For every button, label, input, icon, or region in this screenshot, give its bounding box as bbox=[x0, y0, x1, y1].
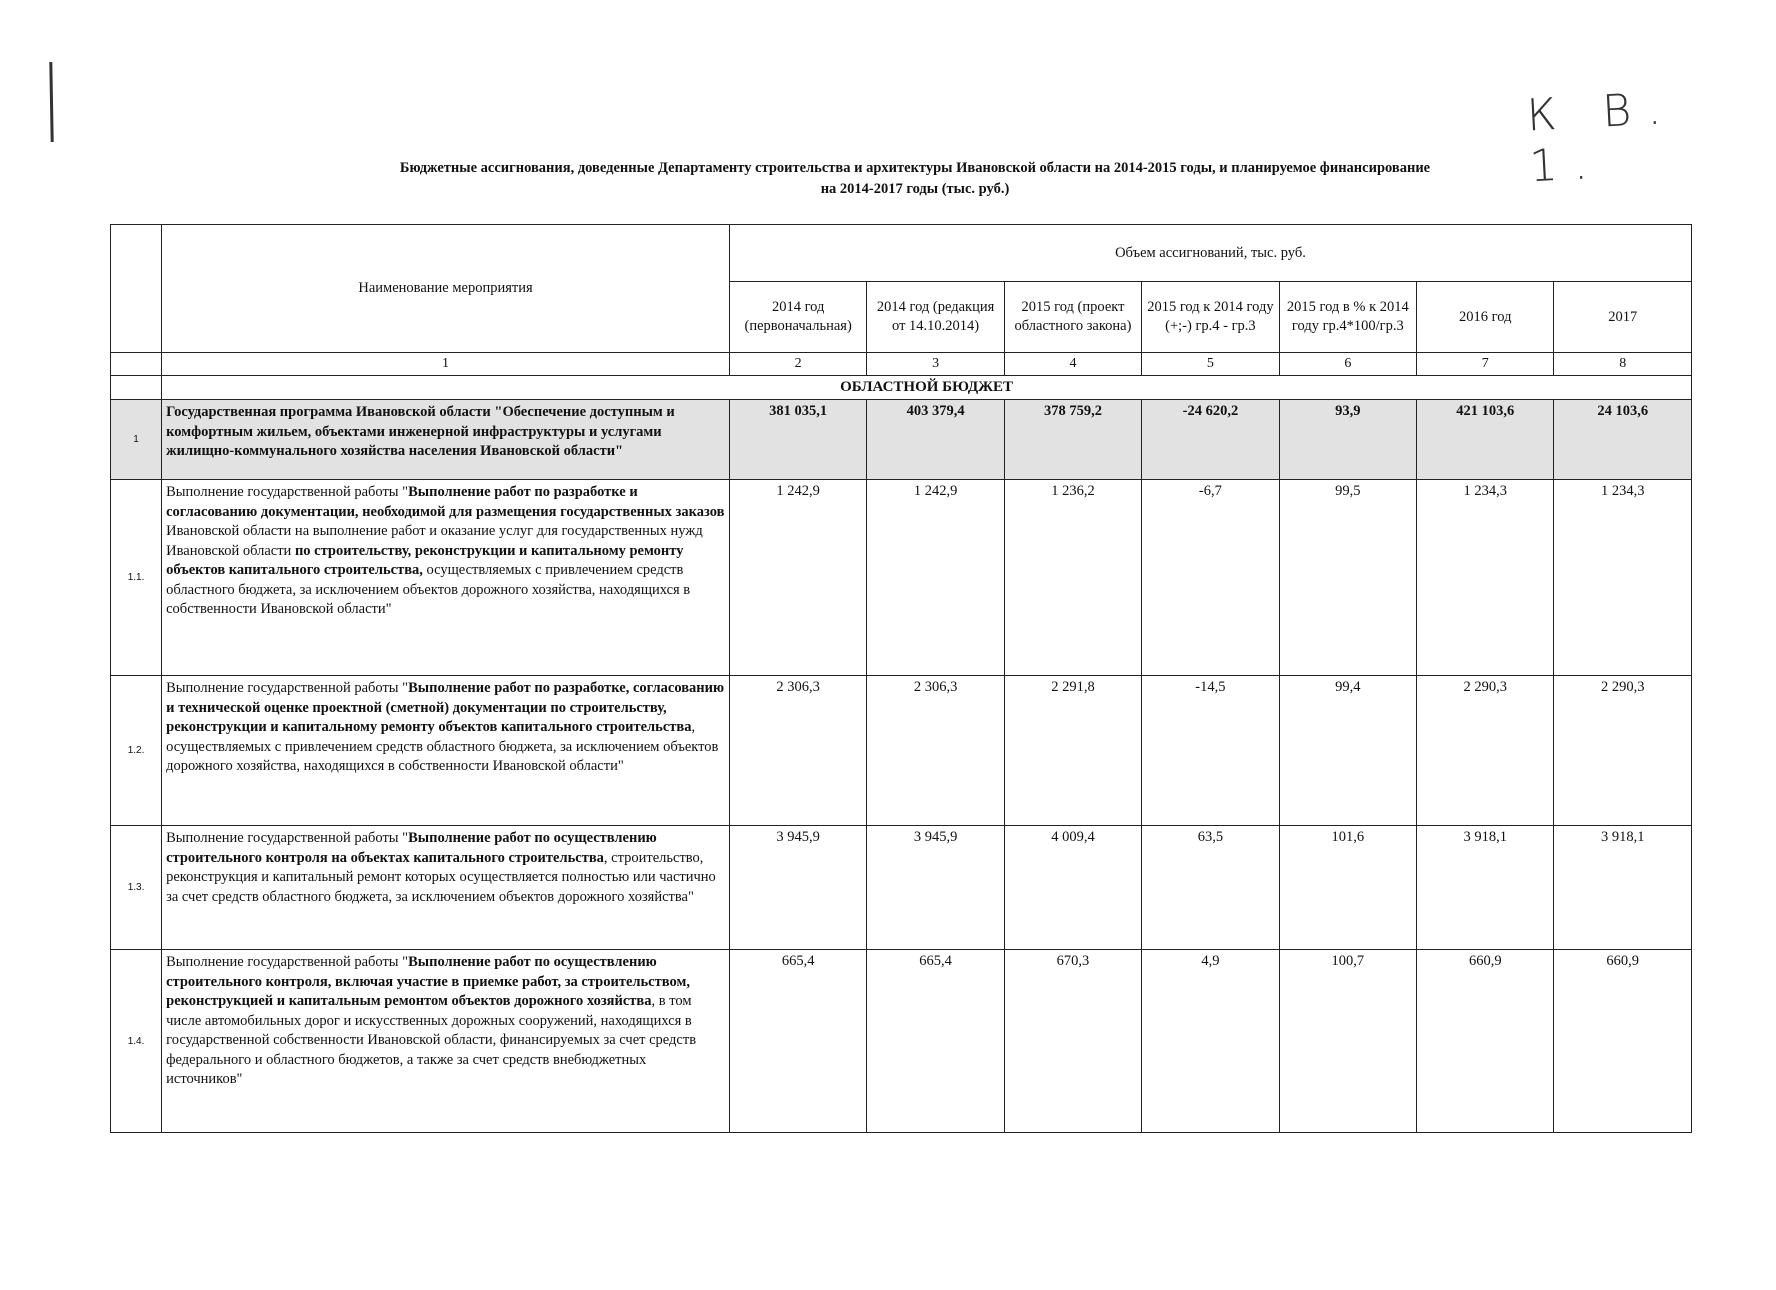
index-cell: 5 bbox=[1142, 353, 1279, 376]
row-value: 1 234,3 bbox=[1554, 480, 1692, 676]
row-name bbox=[162, 826, 730, 950]
document-title bbox=[300, 158, 1530, 200]
row-name-part: Государственная программа Ивановской области "Обеспечение доступным и комфортным жильем, объектами инженерной инфраструктуры и услугами жилищно-коммунального хозяйства населения Ивановской области" bbox=[166, 404, 675, 459]
row-name-part: Выполнение работ по разработке, согласованию и технической оценке проектной (сметной) документации по строительству, реконструкции и капитальному ремонту объектов капитального строительства bbox=[166, 680, 725, 735]
row-number: 1 bbox=[111, 400, 162, 480]
table-row bbox=[111, 676, 1692, 826]
header-num-cell bbox=[111, 225, 162, 353]
row-name-part: Выполнение государственной работы " bbox=[166, 954, 409, 970]
row-name-part: , строительство, реконструкция и капитальный ремонт которых осуществляется полностью или частично за счет средств областного бюджета, за исключением объектов дорожного хозяйства" bbox=[166, 849, 716, 905]
row-name bbox=[162, 480, 730, 676]
row-value: 101,6 bbox=[1279, 826, 1416, 950]
header-col-2015-diff: 2015 год к 2014 году (+;-) гр.4 - гр.3 bbox=[1142, 282, 1279, 353]
row-value: 2 306,3 bbox=[729, 676, 866, 826]
row-value: 2 291,8 bbox=[1004, 676, 1141, 826]
row-value: 660,9 bbox=[1417, 950, 1554, 1133]
section-row bbox=[111, 376, 1692, 400]
row-value: 2 306,3 bbox=[867, 676, 1004, 826]
row-value: 3 945,9 bbox=[729, 826, 866, 950]
row-name-part: , осуществляемых с привлечением средств областного бюджета, за исключением объектов дорожного хозяйства, находящихся в собственности Ивановской области" bbox=[166, 719, 719, 774]
header-row-1 bbox=[111, 225, 1692, 282]
section-num-cell bbox=[111, 376, 162, 400]
row-value: -6,7 bbox=[1142, 480, 1279, 676]
index-cell: 1 bbox=[162, 353, 730, 376]
row-value: 93,9 bbox=[1279, 400, 1416, 480]
table-row bbox=[111, 826, 1692, 950]
table-row bbox=[111, 950, 1692, 1133]
index-cell: 2 bbox=[729, 353, 866, 376]
row-number: 1.3. bbox=[111, 826, 162, 950]
row-value: 2 290,3 bbox=[1417, 676, 1554, 826]
header-col-2014-revised: 2014 год (редакция от 14.10.2014) bbox=[867, 282, 1004, 353]
row-value: 63,5 bbox=[1142, 826, 1279, 950]
row-value: 24 103,6 bbox=[1554, 400, 1692, 480]
row-name bbox=[162, 400, 730, 480]
row-name-part: Выполнение государственной работы " bbox=[166, 484, 409, 500]
index-cell: 4 bbox=[1004, 353, 1141, 376]
index-cell: 8 bbox=[1554, 353, 1692, 376]
table-row bbox=[111, 480, 1692, 676]
row-name-part: Выполнение государственной работы " bbox=[166, 830, 409, 846]
table-body bbox=[111, 225, 1692, 1133]
row-name-part: осуществляемых с привлечением средств областного бюджета, за исключением объектов дорожного хозяйства, находящихся в собственности Ивановской области" bbox=[166, 562, 691, 617]
row-name-part: , в том числе автомобильных дорог и искусственных дорожных сооружений, находящихся в государственной собственности Ивановской области, финансируемых за счет средств федерального и областного бюджетов, а также за счет средств внебюджетных источников" bbox=[166, 993, 697, 1087]
index-cell: 6 bbox=[1279, 353, 1416, 376]
row-value: 99,5 bbox=[1279, 480, 1416, 676]
row-value: 660,9 bbox=[1554, 950, 1692, 1133]
row-number: 1.4. bbox=[111, 950, 162, 1133]
row-name-part: Выполнение государственной работы " bbox=[166, 680, 409, 696]
row-value: 1 234,3 bbox=[1417, 480, 1554, 676]
row-name-part: Выполнение работ по разработке и согласованию документации, необходимой для размещения государственных заказов bbox=[166, 484, 725, 520]
header-volume: Объем ассигнований, тыс. руб. bbox=[729, 225, 1691, 282]
index-cell: 7 bbox=[1417, 353, 1554, 376]
header-col-2016: 2016 год bbox=[1417, 282, 1554, 353]
row-value: 1 242,9 bbox=[729, 480, 866, 676]
row-value: -24 620,2 bbox=[1142, 400, 1279, 480]
header-col-2017: 2017 bbox=[1554, 282, 1692, 353]
row-value: 665,4 bbox=[729, 950, 866, 1133]
row-name-part: Ивановской области на выполнение работ и оказание услуг для государственных нужд Ивановской области bbox=[166, 523, 703, 559]
row-number: 1.2. bbox=[111, 676, 162, 826]
row-value: 3 918,1 bbox=[1417, 826, 1554, 950]
margin-mark bbox=[49, 62, 53, 142]
row-value: 3 918,1 bbox=[1554, 826, 1692, 950]
row-name-part: по строительству, реконструкции и капитальному ремонту объектов капитального строительства, bbox=[166, 542, 684, 578]
row-value: 99,4 bbox=[1279, 676, 1416, 826]
row-number: 1.1. bbox=[111, 480, 162, 676]
row-name bbox=[162, 950, 730, 1133]
header-col-2014-initial: 2014 год (первоначальная) bbox=[729, 282, 866, 353]
header-name: Наименование мероприятия bbox=[162, 225, 730, 353]
row-name bbox=[162, 676, 730, 826]
row-value: 1 242,9 bbox=[867, 480, 1004, 676]
row-value: 403 379,4 bbox=[867, 400, 1004, 480]
row-value: 100,7 bbox=[1279, 950, 1416, 1133]
handwritten-mark: К В. 1. bbox=[1525, 82, 1679, 193]
row-value: 3 945,9 bbox=[867, 826, 1004, 950]
table-row bbox=[111, 400, 1692, 480]
header-col-2015-percent: 2015 год в % к 2014 году гр.4*100/гр.3 bbox=[1279, 282, 1416, 353]
row-value: 421 103,6 bbox=[1417, 400, 1554, 480]
row-value: 1 236,2 bbox=[1004, 480, 1141, 676]
row-value: 670,3 bbox=[1004, 950, 1141, 1133]
row-name-part: Выполнение работ по осуществлению строительного контроля на объектах капитального строительства bbox=[166, 830, 657, 866]
row-name-part: Выполнение работ по осуществлению строительного контроля, включая участие в приемке работ, за строительством, реконструкцией и капитальным ремонтом объектов дорожного хозяйства bbox=[166, 954, 690, 1009]
row-value: 4,9 bbox=[1142, 950, 1279, 1133]
budget-table bbox=[110, 224, 1692, 1133]
row-value: 381 035,1 bbox=[729, 400, 866, 480]
index-cell: 3 bbox=[867, 353, 1004, 376]
row-value: 665,4 bbox=[867, 950, 1004, 1133]
index-row bbox=[111, 353, 1692, 376]
row-value: 2 290,3 bbox=[1554, 676, 1692, 826]
index-cell-empty bbox=[111, 353, 162, 376]
row-value: -14,5 bbox=[1142, 676, 1279, 826]
section-label: ОБЛАСТНОЙ БЮДЖЕТ bbox=[162, 376, 1692, 400]
title-line-1: Бюджетные ассигнования, доведенные Департаменту строительства и архитектуры Ивановской области на 2014-2015 годы, и планируемое финансирование bbox=[399, 160, 1431, 176]
header-col-2015-draft: 2015 год (проект областного закона) bbox=[1004, 282, 1141, 353]
title-line-2: на 2014-2017 годы (тыс. руб.) bbox=[820, 181, 1010, 197]
row-value: 4 009,4 bbox=[1004, 826, 1141, 950]
row-value: 378 759,2 bbox=[1004, 400, 1141, 480]
